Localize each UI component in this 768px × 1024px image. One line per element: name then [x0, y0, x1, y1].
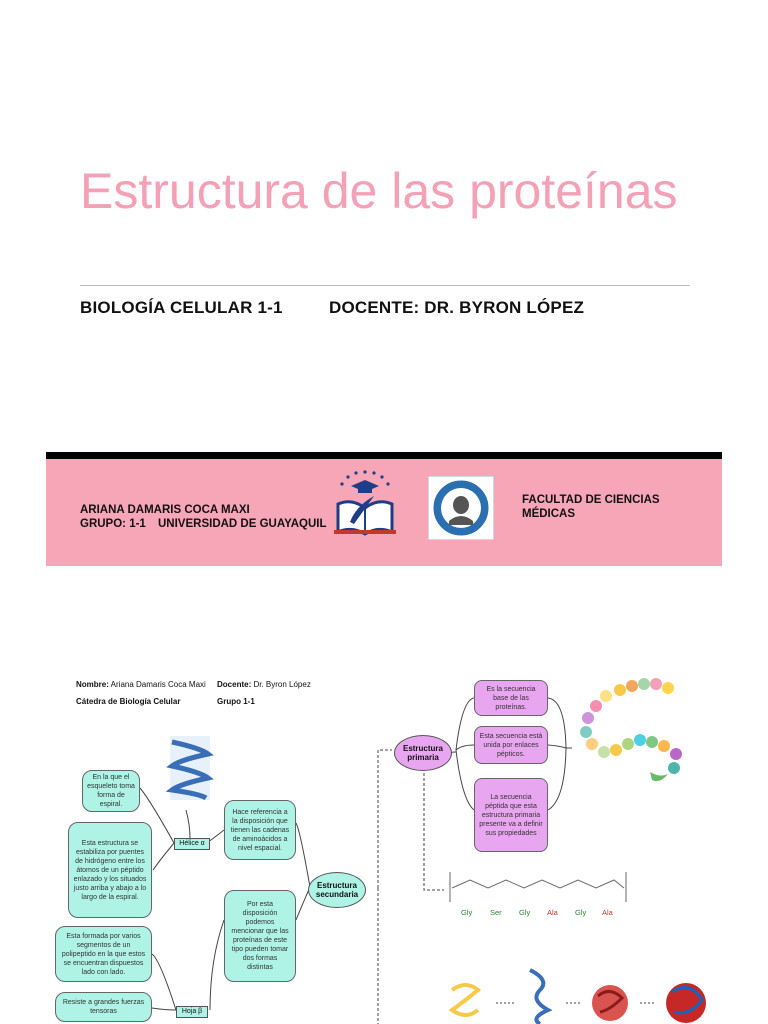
amino-acid-label: Gly — [461, 908, 473, 917]
amino-acid-label: Gly — [519, 908, 531, 917]
primary-structure-node: Estructura primaria — [394, 735, 452, 771]
amino-acid-bead-chain-image — [580, 678, 682, 781]
subject-label: BIOLOGÍA CELULAR 1-1 — [80, 298, 283, 317]
hoja-description-box: Esta formada por varios segmentos de un polipeptido en la que estos se encuentran dispuestos lado con lado. — [55, 926, 152, 982]
primary-bonds-box: Esta secuencia está unida por enlaces pépticos. — [474, 726, 548, 764]
grupo-label: Grupo 1-1 — [217, 697, 255, 706]
alpha-helix-image — [170, 736, 210, 800]
helice-alpha-tag: Hélice α — [174, 838, 210, 850]
amino-acid-label: Ala — [602, 908, 613, 917]
secondary-structure-node: Estructura secundaria — [308, 872, 366, 908]
helice-bonds-box: Esta estructura se estabiliza por puentes de hidrógeno entre los átomos de un péptido enlazado y los situados justo arriba y abajo a lo largo de la espiral. — [68, 822, 152, 918]
helice-description-box: En la que el esqueleto toma forma de espiral. — [82, 770, 140, 812]
amino-acid-label: Ala — [547, 908, 558, 917]
docente-value: Dr. Byron López — [253, 680, 311, 689]
protein-mind-map — [0, 660, 768, 1024]
university-book-logo-icon — [334, 470, 396, 538]
faculty-seal-logo-icon — [428, 476, 494, 540]
student-name: ARIANA DAMARIS COCA MAXI — [80, 504, 250, 516]
faculty-line-1: FACULTAD DE CIENCIAS — [522, 494, 660, 506]
title-divider — [80, 285, 690, 286]
amino-acid-label: Gly — [575, 908, 587, 917]
hoja-resist-box: Resiste a grandes fuerzas tensoras — [55, 992, 152, 1022]
teacher-label: DOCENTE: DR. BYRON LÓPEZ — [329, 298, 585, 317]
catedra-label: Cátedra de Biología Celular — [76, 697, 181, 706]
university-label: UNIVERSIDAD DE GUAYAQUIL — [158, 518, 327, 530]
name-label: Nombre: — [76, 680, 109, 689]
protein-structure-levels-image — [452, 970, 706, 1024]
primary-sequence-box: La secuencia péptida que esta estructura primaria presente va a definir sus propiedades — [474, 778, 548, 852]
peptide-chain-image — [450, 872, 626, 902]
faculty-line-2: MÉDICAS — [522, 508, 576, 520]
primary-base-box: Es la secuencia base de las proteínas. — [474, 680, 548, 716]
hoja-beta-tag: Hoja β — [176, 1006, 208, 1018]
secondary-forms-box: Por esta disposición podemos mencionar que las proteínas de este tipo pueden tomar dos formas distintas — [224, 890, 296, 982]
secondary-reference-box: Hace referencia a la disposición que tienen las cadenas de aminoácidos a nivel espacial. — [224, 800, 296, 860]
amino-acid-label: Ser — [490, 908, 502, 917]
group-label: GRUPO: 1-1 — [80, 518, 146, 530]
name-value: Ariana Damaris Coca Maxi — [110, 680, 206, 689]
docente-label: Docente: — [217, 680, 252, 689]
document-title: Estructura de las proteínas — [80, 163, 678, 219]
